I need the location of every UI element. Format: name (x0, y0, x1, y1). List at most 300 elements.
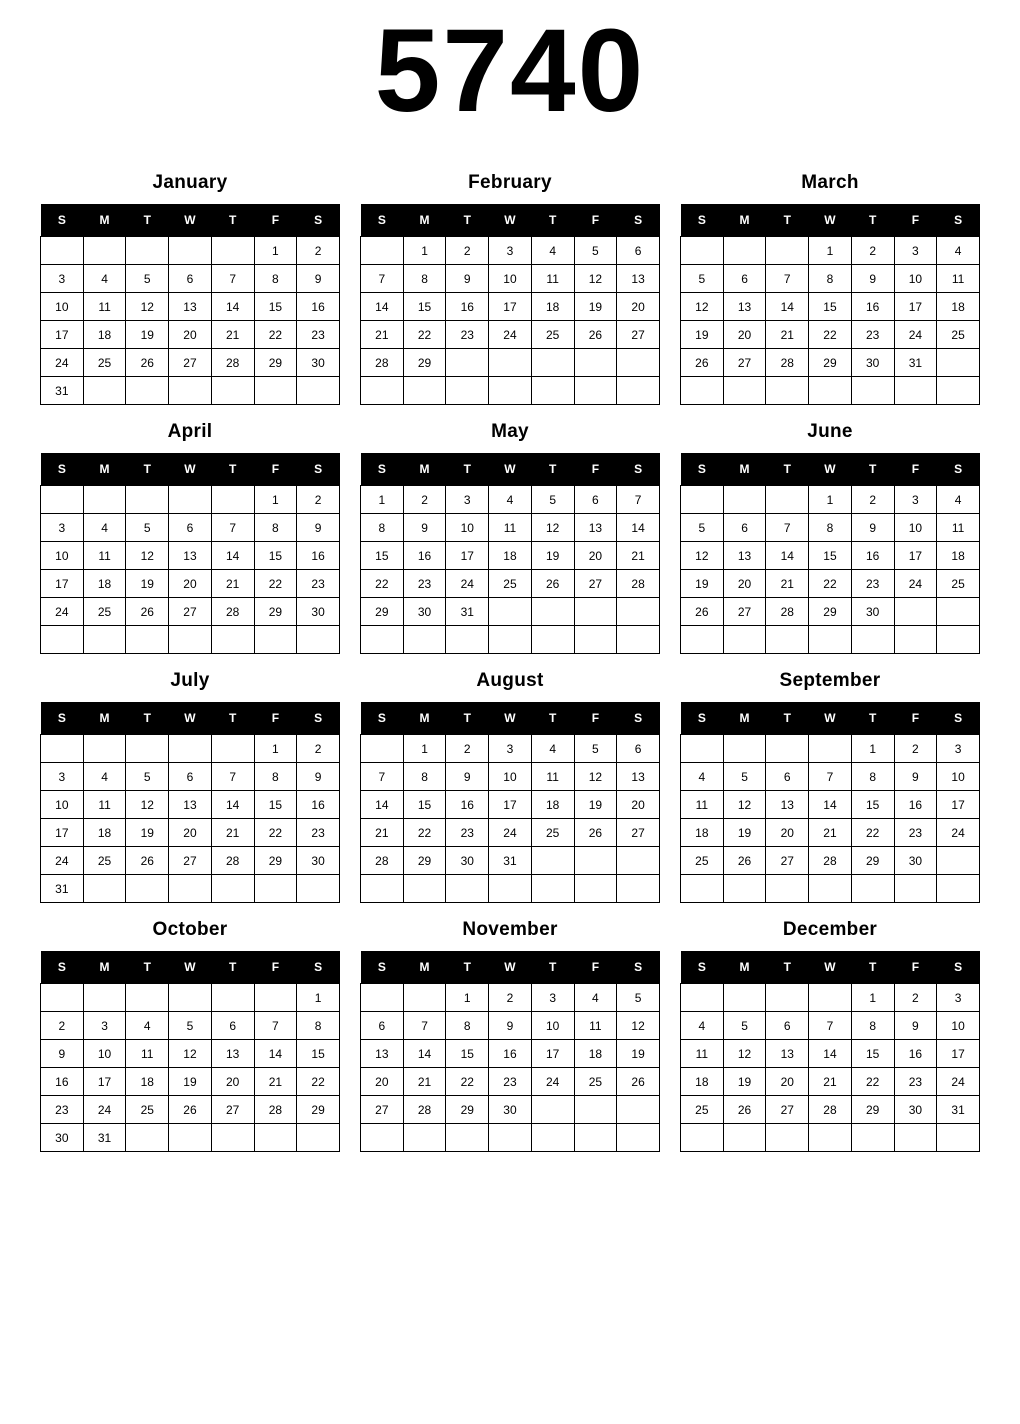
day-cell[interactable]: 21 (254, 1068, 297, 1096)
day-cell[interactable]: 14 (809, 791, 852, 819)
day-cell[interactable]: 11 (531, 763, 574, 791)
day-cell[interactable]: 26 (126, 598, 169, 626)
day-cell[interactable]: 30 (297, 847, 340, 875)
day-cell[interactable]: 20 (169, 570, 212, 598)
day-cell[interactable]: 19 (574, 293, 617, 321)
day-cell[interactable]: 13 (169, 542, 212, 570)
day-cell[interactable]: 4 (681, 1012, 724, 1040)
day-cell[interactable]: 4 (126, 1012, 169, 1040)
day-cell[interactable]: 27 (169, 349, 212, 377)
day-cell[interactable]: 25 (126, 1096, 169, 1124)
day-cell[interactable]: 14 (361, 293, 404, 321)
day-cell[interactable]: 15 (254, 542, 297, 570)
day-cell[interactable]: 18 (681, 819, 724, 847)
day-cell[interactable]: 2 (41, 1012, 84, 1040)
day-cell[interactable]: 7 (403, 1012, 446, 1040)
day-cell[interactable]: 6 (766, 763, 809, 791)
day-cell[interactable]: 16 (297, 293, 340, 321)
day-cell[interactable]: 11 (574, 1012, 617, 1040)
day-cell[interactable]: 8 (446, 1012, 489, 1040)
day-cell[interactable]: 7 (766, 514, 809, 542)
day-cell[interactable]: 4 (681, 763, 724, 791)
day-cell[interactable]: 11 (126, 1040, 169, 1068)
day-cell[interactable]: 27 (617, 321, 660, 349)
day-cell[interactable]: 9 (894, 763, 937, 791)
day-cell[interactable]: 16 (446, 293, 489, 321)
day-cell[interactable]: 27 (617, 819, 660, 847)
day-cell[interactable]: 21 (403, 1068, 446, 1096)
day-cell[interactable]: 15 (403, 293, 446, 321)
day-cell[interactable]: 20 (361, 1068, 404, 1096)
day-cell[interactable]: 10 (83, 1040, 126, 1068)
day-cell[interactable]: 20 (617, 791, 660, 819)
day-cell[interactable]: 13 (766, 1040, 809, 1068)
day-cell[interactable]: 3 (41, 265, 84, 293)
day-cell[interactable]: 18 (531, 293, 574, 321)
day-cell[interactable]: 4 (937, 486, 980, 514)
day-cell[interactable]: 29 (809, 349, 852, 377)
day-cell[interactable]: 24 (41, 598, 84, 626)
day-cell[interactable]: 1 (446, 984, 489, 1012)
day-cell[interactable]: 30 (403, 598, 446, 626)
day-cell[interactable]: 7 (211, 514, 254, 542)
day-cell[interactable]: 14 (766, 542, 809, 570)
day-cell[interactable]: 3 (937, 984, 980, 1012)
day-cell[interactable]: 20 (766, 1068, 809, 1096)
day-cell[interactable]: 11 (681, 1040, 724, 1068)
day-cell[interactable]: 24 (41, 349, 84, 377)
day-cell[interactable]: 21 (211, 819, 254, 847)
day-cell[interactable]: 18 (574, 1040, 617, 1068)
day-cell[interactable]: 24 (83, 1096, 126, 1124)
day-cell[interactable]: 17 (937, 791, 980, 819)
day-cell[interactable]: 12 (574, 265, 617, 293)
day-cell[interactable]: 15 (254, 791, 297, 819)
day-cell[interactable]: 10 (446, 514, 489, 542)
day-cell[interactable]: 21 (211, 321, 254, 349)
day-cell[interactable]: 6 (169, 763, 212, 791)
day-cell[interactable]: 23 (894, 1068, 937, 1096)
day-cell[interactable]: 14 (617, 514, 660, 542)
day-cell[interactable]: 24 (894, 321, 937, 349)
day-cell[interactable]: 18 (83, 321, 126, 349)
day-cell[interactable]: 22 (851, 1068, 894, 1096)
day-cell[interactable]: 10 (894, 265, 937, 293)
day-cell[interactable]: 1 (361, 486, 404, 514)
day-cell[interactable]: 5 (169, 1012, 212, 1040)
day-cell[interactable]: 2 (446, 735, 489, 763)
day-cell[interactable]: 13 (723, 542, 766, 570)
day-cell[interactable]: 1 (851, 735, 894, 763)
day-cell[interactable]: 16 (297, 542, 340, 570)
day-cell[interactable]: 6 (617, 237, 660, 265)
day-cell[interactable]: 5 (574, 237, 617, 265)
day-cell[interactable]: 30 (489, 1096, 532, 1124)
day-cell[interactable]: 15 (851, 1040, 894, 1068)
day-cell[interactable]: 30 (446, 847, 489, 875)
day-cell[interactable]: 2 (489, 984, 532, 1012)
day-cell[interactable]: 12 (126, 293, 169, 321)
day-cell[interactable]: 17 (446, 542, 489, 570)
day-cell[interactable]: 29 (297, 1096, 340, 1124)
day-cell[interactable]: 28 (403, 1096, 446, 1124)
day-cell[interactable]: 27 (723, 349, 766, 377)
day-cell[interactable]: 31 (446, 598, 489, 626)
day-cell[interactable]: 28 (211, 598, 254, 626)
day-cell[interactable]: 8 (851, 763, 894, 791)
day-cell[interactable]: 26 (574, 819, 617, 847)
day-cell[interactable]: 9 (894, 1012, 937, 1040)
day-cell[interactable]: 5 (126, 514, 169, 542)
day-cell[interactable]: 30 (894, 1096, 937, 1124)
day-cell[interactable]: 12 (169, 1040, 212, 1068)
day-cell[interactable]: 22 (809, 570, 852, 598)
day-cell[interactable]: 1 (851, 984, 894, 1012)
day-cell[interactable]: 3 (937, 735, 980, 763)
day-cell[interactable]: 5 (126, 265, 169, 293)
day-cell[interactable]: 19 (723, 819, 766, 847)
day-cell[interactable]: 29 (809, 598, 852, 626)
day-cell[interactable]: 20 (169, 819, 212, 847)
day-cell[interactable]: 15 (809, 293, 852, 321)
day-cell[interactable]: 25 (681, 847, 724, 875)
day-cell[interactable]: 29 (254, 598, 297, 626)
day-cell[interactable]: 24 (41, 847, 84, 875)
day-cell[interactable]: 5 (617, 984, 660, 1012)
day-cell[interactable]: 27 (169, 598, 212, 626)
day-cell[interactable]: 4 (574, 984, 617, 1012)
day-cell[interactable]: 31 (937, 1096, 980, 1124)
day-cell[interactable]: 22 (361, 570, 404, 598)
day-cell[interactable]: 5 (681, 514, 724, 542)
day-cell[interactable]: 17 (937, 1040, 980, 1068)
day-cell[interactable]: 3 (894, 486, 937, 514)
day-cell[interactable]: 8 (809, 265, 852, 293)
day-cell[interactable]: 10 (41, 542, 84, 570)
day-cell[interactable]: 5 (126, 763, 169, 791)
day-cell[interactable]: 19 (126, 570, 169, 598)
day-cell[interactable]: 12 (681, 542, 724, 570)
day-cell[interactable]: 9 (489, 1012, 532, 1040)
day-cell[interactable]: 31 (489, 847, 532, 875)
day-cell[interactable]: 27 (211, 1096, 254, 1124)
day-cell[interactable]: 28 (361, 349, 404, 377)
day-cell[interactable]: 24 (531, 1068, 574, 1096)
day-cell[interactable]: 7 (361, 265, 404, 293)
day-cell[interactable]: 7 (809, 1012, 852, 1040)
day-cell[interactable]: 12 (723, 1040, 766, 1068)
day-cell[interactable]: 9 (851, 514, 894, 542)
day-cell[interactable]: 4 (531, 735, 574, 763)
day-cell[interactable]: 18 (681, 1068, 724, 1096)
day-cell[interactable]: 9 (446, 763, 489, 791)
day-cell[interactable]: 26 (531, 570, 574, 598)
day-cell[interactable]: 24 (894, 570, 937, 598)
day-cell[interactable]: 16 (894, 791, 937, 819)
day-cell[interactable]: 24 (446, 570, 489, 598)
day-cell[interactable]: 16 (489, 1040, 532, 1068)
day-cell[interactable]: 2 (446, 237, 489, 265)
day-cell[interactable]: 23 (489, 1068, 532, 1096)
day-cell[interactable]: 13 (766, 791, 809, 819)
day-cell[interactable]: 22 (809, 321, 852, 349)
day-cell[interactable]: 30 (297, 598, 340, 626)
day-cell[interactable]: 5 (723, 763, 766, 791)
day-cell[interactable]: 20 (723, 321, 766, 349)
day-cell[interactable]: 4 (83, 265, 126, 293)
day-cell[interactable]: 1 (254, 486, 297, 514)
day-cell[interactable]: 22 (254, 321, 297, 349)
day-cell[interactable]: 27 (169, 847, 212, 875)
day-cell[interactable]: 14 (211, 542, 254, 570)
day-cell[interactable]: 28 (361, 847, 404, 875)
day-cell[interactable]: 5 (681, 265, 724, 293)
day-cell[interactable]: 26 (723, 847, 766, 875)
day-cell[interactable]: 16 (894, 1040, 937, 1068)
day-cell[interactable]: 16 (41, 1068, 84, 1096)
day-cell[interactable]: 23 (403, 570, 446, 598)
day-cell[interactable]: 22 (403, 321, 446, 349)
day-cell[interactable]: 22 (254, 570, 297, 598)
day-cell[interactable]: 17 (41, 819, 84, 847)
day-cell[interactable]: 20 (574, 542, 617, 570)
day-cell[interactable]: 3 (83, 1012, 126, 1040)
day-cell[interactable]: 7 (254, 1012, 297, 1040)
day-cell[interactable]: 19 (617, 1040, 660, 1068)
day-cell[interactable]: 26 (126, 847, 169, 875)
day-cell[interactable]: 22 (403, 819, 446, 847)
day-cell[interactable]: 2 (894, 735, 937, 763)
day-cell[interactable]: 11 (83, 542, 126, 570)
day-cell[interactable]: 9 (446, 265, 489, 293)
day-cell[interactable]: 18 (937, 293, 980, 321)
day-cell[interactable]: 15 (403, 791, 446, 819)
day-cell[interactable]: 25 (83, 598, 126, 626)
day-cell[interactable]: 11 (489, 514, 532, 542)
day-cell[interactable]: 23 (894, 819, 937, 847)
day-cell[interactable]: 30 (41, 1124, 84, 1152)
day-cell[interactable]: 10 (531, 1012, 574, 1040)
day-cell[interactable]: 27 (361, 1096, 404, 1124)
day-cell[interactable]: 10 (41, 293, 84, 321)
day-cell[interactable]: 3 (489, 237, 532, 265)
day-cell[interactable]: 3 (41, 763, 84, 791)
day-cell[interactable]: 28 (617, 570, 660, 598)
day-cell[interactable]: 25 (83, 349, 126, 377)
day-cell[interactable]: 20 (617, 293, 660, 321)
day-cell[interactable]: 6 (574, 486, 617, 514)
day-cell[interactable]: 24 (937, 819, 980, 847)
day-cell[interactable]: 7 (211, 265, 254, 293)
day-cell[interactable]: 8 (254, 514, 297, 542)
day-cell[interactable]: 30 (851, 598, 894, 626)
day-cell[interactable]: 3 (41, 514, 84, 542)
day-cell[interactable]: 6 (617, 735, 660, 763)
day-cell[interactable]: 6 (169, 265, 212, 293)
day-cell[interactable]: 15 (809, 542, 852, 570)
day-cell[interactable]: 8 (851, 1012, 894, 1040)
day-cell[interactable]: 31 (41, 377, 84, 405)
day-cell[interactable]: 19 (169, 1068, 212, 1096)
day-cell[interactable]: 10 (894, 514, 937, 542)
day-cell[interactable]: 1 (809, 486, 852, 514)
day-cell[interactable]: 29 (851, 1096, 894, 1124)
day-cell[interactable]: 22 (446, 1068, 489, 1096)
day-cell[interactable]: 22 (297, 1068, 340, 1096)
day-cell[interactable]: 26 (169, 1096, 212, 1124)
day-cell[interactable]: 18 (489, 542, 532, 570)
day-cell[interactable]: 27 (574, 570, 617, 598)
day-cell[interactable]: 25 (681, 1096, 724, 1124)
day-cell[interactable]: 11 (83, 293, 126, 321)
day-cell[interactable]: 2 (851, 237, 894, 265)
day-cell[interactable]: 27 (766, 847, 809, 875)
day-cell[interactable]: 27 (723, 598, 766, 626)
day-cell[interactable]: 7 (211, 763, 254, 791)
day-cell[interactable]: 9 (297, 265, 340, 293)
day-cell[interactable]: 22 (851, 819, 894, 847)
day-cell[interactable]: 24 (937, 1068, 980, 1096)
day-cell[interactable]: 29 (254, 349, 297, 377)
day-cell[interactable]: 14 (766, 293, 809, 321)
day-cell[interactable]: 16 (851, 293, 894, 321)
day-cell[interactable]: 6 (723, 265, 766, 293)
day-cell[interactable]: 18 (937, 542, 980, 570)
day-cell[interactable]: 30 (851, 349, 894, 377)
day-cell[interactable]: 7 (617, 486, 660, 514)
day-cell[interactable]: 11 (531, 265, 574, 293)
day-cell[interactable]: 28 (211, 349, 254, 377)
day-cell[interactable]: 8 (403, 763, 446, 791)
day-cell[interactable]: 28 (809, 847, 852, 875)
day-cell[interactable]: 14 (211, 293, 254, 321)
day-cell[interactable]: 19 (681, 321, 724, 349)
day-cell[interactable]: 13 (361, 1040, 404, 1068)
day-cell[interactable]: 15 (297, 1040, 340, 1068)
day-cell[interactable]: 12 (574, 763, 617, 791)
day-cell[interactable]: 15 (254, 293, 297, 321)
day-cell[interactable]: 3 (446, 486, 489, 514)
day-cell[interactable]: 14 (254, 1040, 297, 1068)
day-cell[interactable]: 17 (894, 542, 937, 570)
day-cell[interactable]: 12 (617, 1012, 660, 1040)
day-cell[interactable]: 13 (211, 1040, 254, 1068)
day-cell[interactable]: 1 (254, 735, 297, 763)
day-cell[interactable]: 6 (211, 1012, 254, 1040)
day-cell[interactable]: 18 (126, 1068, 169, 1096)
day-cell[interactable]: 31 (894, 349, 937, 377)
day-cell[interactable]: 9 (403, 514, 446, 542)
day-cell[interactable]: 30 (894, 847, 937, 875)
day-cell[interactable]: 25 (531, 819, 574, 847)
day-cell[interactable]: 16 (403, 542, 446, 570)
day-cell[interactable]: 25 (83, 847, 126, 875)
day-cell[interactable]: 25 (937, 321, 980, 349)
day-cell[interactable]: 18 (83, 819, 126, 847)
day-cell[interactable]: 13 (617, 763, 660, 791)
day-cell[interactable]: 28 (809, 1096, 852, 1124)
day-cell[interactable]: 8 (361, 514, 404, 542)
day-cell[interactable]: 28 (766, 598, 809, 626)
day-cell[interactable]: 7 (809, 763, 852, 791)
day-cell[interactable]: 11 (937, 514, 980, 542)
day-cell[interactable]: 21 (211, 570, 254, 598)
day-cell[interactable]: 28 (254, 1096, 297, 1124)
day-cell[interactable]: 21 (617, 542, 660, 570)
day-cell[interactable]: 27 (766, 1096, 809, 1124)
day-cell[interactable]: 17 (489, 791, 532, 819)
day-cell[interactable]: 10 (489, 265, 532, 293)
day-cell[interactable]: 13 (169, 791, 212, 819)
day-cell[interactable]: 21 (766, 321, 809, 349)
day-cell[interactable]: 5 (723, 1012, 766, 1040)
day-cell[interactable]: 14 (211, 791, 254, 819)
day-cell[interactable]: 15 (361, 542, 404, 570)
day-cell[interactable]: 21 (361, 819, 404, 847)
day-cell[interactable]: 29 (403, 847, 446, 875)
day-cell[interactable]: 9 (851, 265, 894, 293)
day-cell[interactable]: 29 (403, 349, 446, 377)
day-cell[interactable]: 23 (297, 570, 340, 598)
day-cell[interactable]: 2 (894, 984, 937, 1012)
day-cell[interactable]: 10 (937, 1012, 980, 1040)
day-cell[interactable]: 29 (254, 847, 297, 875)
day-cell[interactable]: 15 (851, 791, 894, 819)
day-cell[interactable]: 24 (489, 819, 532, 847)
day-cell[interactable]: 1 (403, 237, 446, 265)
day-cell[interactable]: 2 (851, 486, 894, 514)
day-cell[interactable]: 21 (809, 1068, 852, 1096)
day-cell[interactable]: 13 (169, 293, 212, 321)
day-cell[interactable]: 8 (254, 265, 297, 293)
day-cell[interactable]: 26 (126, 349, 169, 377)
day-cell[interactable]: 7 (361, 763, 404, 791)
day-cell[interactable]: 23 (297, 819, 340, 847)
day-cell[interactable]: 2 (297, 486, 340, 514)
day-cell[interactable]: 12 (531, 514, 574, 542)
day-cell[interactable]: 3 (894, 237, 937, 265)
day-cell[interactable]: 28 (211, 847, 254, 875)
day-cell[interactable]: 5 (531, 486, 574, 514)
day-cell[interactable]: 6 (169, 514, 212, 542)
day-cell[interactable]: 19 (126, 819, 169, 847)
day-cell[interactable]: 5 (574, 735, 617, 763)
day-cell[interactable]: 19 (574, 791, 617, 819)
day-cell[interactable]: 10 (937, 763, 980, 791)
day-cell[interactable]: 7 (766, 265, 809, 293)
day-cell[interactable]: 18 (83, 570, 126, 598)
day-cell[interactable]: 26 (681, 598, 724, 626)
day-cell[interactable]: 9 (41, 1040, 84, 1068)
day-cell[interactable]: 19 (531, 542, 574, 570)
day-cell[interactable]: 9 (297, 514, 340, 542)
day-cell[interactable]: 9 (297, 763, 340, 791)
day-cell[interactable]: 4 (531, 237, 574, 265)
day-cell[interactable]: 17 (531, 1040, 574, 1068)
day-cell[interactable]: 14 (403, 1040, 446, 1068)
day-cell[interactable]: 11 (83, 791, 126, 819)
day-cell[interactable]: 17 (894, 293, 937, 321)
day-cell[interactable]: 3 (489, 735, 532, 763)
day-cell[interactable]: 23 (297, 321, 340, 349)
day-cell[interactable]: 21 (766, 570, 809, 598)
day-cell[interactable]: 31 (41, 875, 84, 903)
day-cell[interactable]: 16 (297, 791, 340, 819)
day-cell[interactable]: 16 (851, 542, 894, 570)
day-cell[interactable]: 23 (446, 321, 489, 349)
day-cell[interactable]: 17 (41, 321, 84, 349)
day-cell[interactable]: 12 (126, 542, 169, 570)
